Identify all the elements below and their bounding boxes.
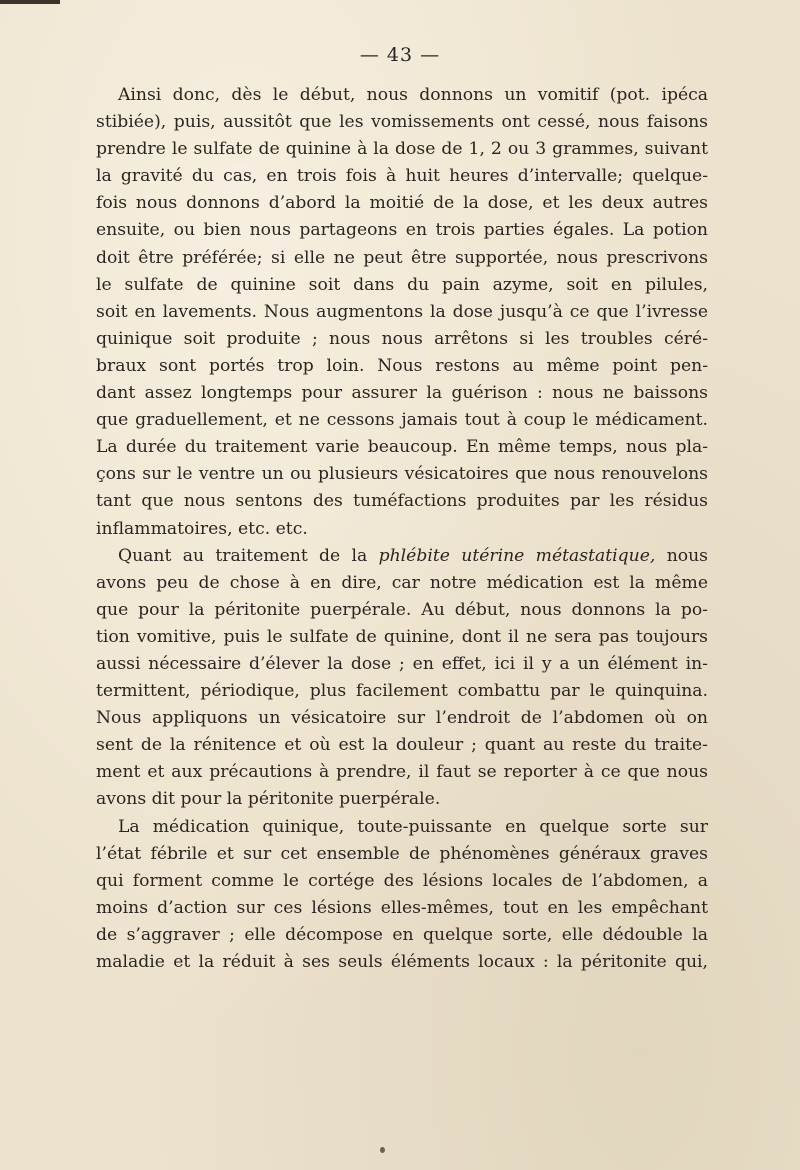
text-line: soit en lavements. Nous augmentons la dose jusqu’à ce que l’ivresse [96,301,708,322]
text-line: doit être préférée; si elle ne peut être supportée, nous prescrivons [96,247,708,268]
text-line: La médication quinique, toute-puissante en quelque sorte sur [118,816,708,837]
paper-speck [380,1147,385,1153]
text-line: dant assez longtemps pour assurer la guérison : nous ne baissons [96,383,708,404]
italic-term: phlébite utérine métastatique, [378,545,656,566]
text-line: que pour la péritonite puerpérale. Au début, nous donnons la po- [96,599,708,620]
text-line: sent de la rénitence et où est la douleur ; quant au reste du traite- [96,735,708,756]
text-line: La durée du traitement varie beaucoup. En même temps, nous pla- [96,437,708,458]
text-line: qui forment comme le cortége des lésions locales de l’abdomen, a [96,870,708,891]
text-line: termittent, périodique, plus facilement combattu par le quinquina. [96,681,708,702]
text-line: quinique soit produite ; nous nous arrêtons si les troubles céré- [96,328,708,349]
text-line: prendre le sulfate de quinine à la dose de 1, 2 ou 3 grammes, suivant [96,139,708,160]
paragraph-1 [96,82,708,543]
body-text [96,82,708,976]
text-line: Ainsi donc, dès le début, nous donnons un vomitif (pot. ipéca [118,85,708,105]
text-line: avons peu de chose à en dire, car notre médication est la même [96,572,708,593]
paragraph-2 [96,543,708,814]
text-line: aussi nécessaire d’élever la dose ; en effet, ici il y a un élément in- [96,653,708,674]
text-line: stibiée), puis, aussitôt que les vomissements ont cessé, nous faisons [96,112,708,133]
text-line: de s’aggraver ; elle décompose en quelque sorte, elle dédouble la [96,924,708,945]
text-line: le sulfate de quinine soit dans du pain azyme, soit en pilules, [96,274,708,295]
text-line: la gravité du cas, en trois fois à huit heures d’intervalle; quelque- [96,166,708,187]
text-line: avons dit pour la péritonite puerpérale. [96,789,441,810]
text-run: nous [655,545,708,566]
text-line: que graduellement, et ne cessons jamais tout à coup le médicament. [96,410,708,431]
text-line: braux sont portés trop loin. Nous restons au même point pen- [96,355,708,376]
text-line: tant que nous sentons des tuméfactions produites par les résidus [96,491,708,512]
text-line: ment et aux précautions à prendre, il faut se reporter à ce que nous [96,762,708,783]
page-corner-mark [0,0,60,4]
text-line: tion vomitive, puis le sulfate de quinine, dont il ne sera pas toujours [96,626,708,647]
text-line: maladie et la réduit à ses seuls éléments locaux : la péritonite qui, [96,952,708,972]
text-line: moins d’action sur ces lésions elles-mêmes, tout en les empêchant [96,897,708,918]
text-line: ensuite, ou bien nous partageons en trois parties égales. La potion [96,220,708,241]
text-line: l’état fébrile et sur cet ensemble de phénomènes généraux graves [96,843,708,864]
text-line: inflammatoires, etc. etc. [96,518,308,539]
text-line: fois nous donnons d’abord la moitié de la dose, et les deux autres [96,193,708,214]
text-line [96,543,708,570]
paragraph-3 [96,814,708,977]
text-line: çons sur le ventre un ou plusieurs vésicatoires que nous renouvelons [96,464,708,485]
text-run: Quant au traitement de la [118,545,379,566]
text-line: Nous appliquons un vésicatoire sur l’endroit de l’abdomen où on [96,708,708,729]
page-number: — 43 — [359,44,441,66]
